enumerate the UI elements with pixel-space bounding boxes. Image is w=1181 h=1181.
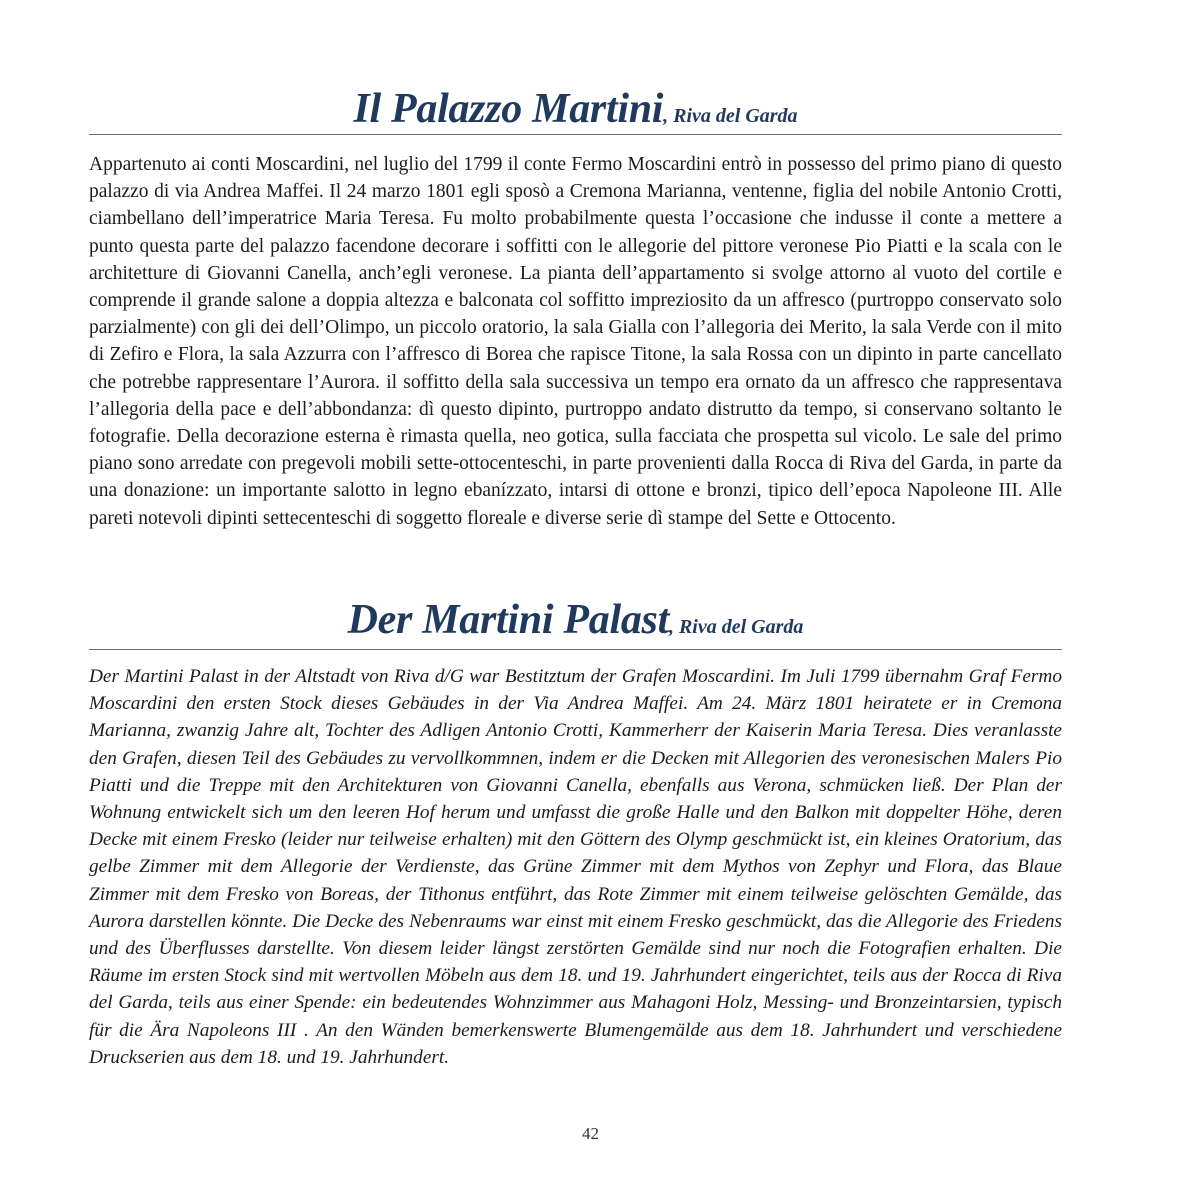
german-subtitle: , Riva del Garda (668, 616, 804, 638)
italian-subtitle: , Riva del Garda (663, 105, 798, 127)
german-title: Der Martini Palast (347, 597, 669, 643)
italian-title: Il Palazzo Martini (353, 86, 664, 132)
italian-heading (89, 88, 1062, 130)
german-heading-rule (89, 649, 1062, 650)
italian-heading-rule (89, 134, 1062, 135)
italian-body-text: Appartenuto ai conti Moscardini, nel luglio del 1799 il conte Fermo Moscardini entrò in possesso del primo piano di questo palazzo di via Andrea Maffei. Il 24 marzo 1801 egli sposò a Cremona Marianna, ventenne, figlia del nobile Antonio Crotti, ciambellano dell’imperatrice Maria Teresa. Fu molto probabilmente questa l’occasione che indusse il conte a mettere a punto questa parte del palazzo facendone decorare i soffitti con le allegorie del pittore veronese Pio Piatti e la scala con le architetture di Giovanni Canella, anch’egli veronese. La pianta dell’appartamento si svolge attorno al vuoto del cortile e comprende il grande salone a doppia altezza e balconata col soffitto impreziosito da un affresco (purtroppo conservato solo parzialmente) con gli dei dell’Olimpo, un piccolo oratorio, la sala Gialla con l’allegoria dei Merito, la sala Verde con il mito di Zefiro e Flora, la sala Azzurra con l’affresco di Borea che rapisce Titone, la sala Rossa con un dipinto in parte cancellato che potrebbe rappresentare l’Aurora. il soffitto della sala successiva un tempo era ornato da un affresco che rappresentava l’allegoria della pace e dell’abbondanza: dì questo dipinto, purtroppo andato distrutto da tempo, si conservano soltanto le fotografie. Della decorazione esterna è rimasta quella, neo gotica, sulla facciata che prospetta sul vicolo. Le sale del primo piano sono arredate con pregevoli mobili sette-ottocenteschi, in parte provenienti dalla Rocca di Riva del Garda, in parte da una donazione: un importante salotto in legno ebanízzato, intarsi di ottone e bronzi, tipico dell’epoca Napoleone III. Alle pareti notevoli dipinti settecenteschi di soggetto floreale e diverse serie dì stampe del Sette e Ottocento. (89, 154, 1062, 529)
german-body-text: Der Martini Palast in der Altstadt von Riva d/G war Bestitztum der Grafen Moscardini. Im Juli 1799 übernahm Graf Fermo Moscardini den ersten Stock dieses Gebäudes in der Via Andrea Maffei. Am 24. März 1801 heiratete er in Cremona Marianna, zwanzig Jahre alt, Tochter des Adligen Antonio Crotti, Kammerherr der Kaiserin Maria Teresa. Dies veranlasste den Grafen, diesen Teil des Gebäudes zu vervollkommnen, indem er die Decken mit Allegorien des veronesischen Malers Pio Piatti und die Treppe mit den Architekturen von Giovanni Canella, ebenfalls aus Verona, schmücken ließ. Der Plan der Wohnung entwickelt sich um den leeren Hof herum und umfasst die große Halle und den Balkon mit doppelter Höhe, deren Decke mit einem Fresko (leider nur teilweise erhalten) mit den Göttern des Olymp geschmückt ist, ein kleines Oratorium, das gelbe Zimmer mit dem Allegorie der Verdienste, das Grüne Zimmer mit dem Mythos von Zephyr und Flora, das Blaue Zimmer mit dem Fresko von Boreas, der Tithonus entführt, das Rote Zimmer mit einem teilweise gelöschten Gemälde, das Aurora darstellen könnte. Die Decke des Nebenraums war einst mit einem Fresko geschmückt, das die Allegorie des Friedens und des Überflusses darstellte. Von diesem leider längst zerstörten Gemälde sind nur noch die Fotografien erhalten. Die Räume im ersten Stock sind mit wertvollen Möbeln aus dem 18. und 19. Jahrhundert eingerichtet, teils aus der Rocca di Riva del Garda, teils aus einer Spende: ein bedeutendes Wohnzimmer aus Mahagoni Holz, Messing- und Bronzeintarsien, typisch für die Ära Napoleons III . An den Wänden bemerkenswerte Blumengemälde aus dem 18. Jahrhundert und verschiedene Druckserien aus dem 18. und 19. Jahrhundert. (89, 666, 1062, 1068)
page-number: 42 (582, 1124, 599, 1143)
german-heading (89, 599, 1062, 641)
